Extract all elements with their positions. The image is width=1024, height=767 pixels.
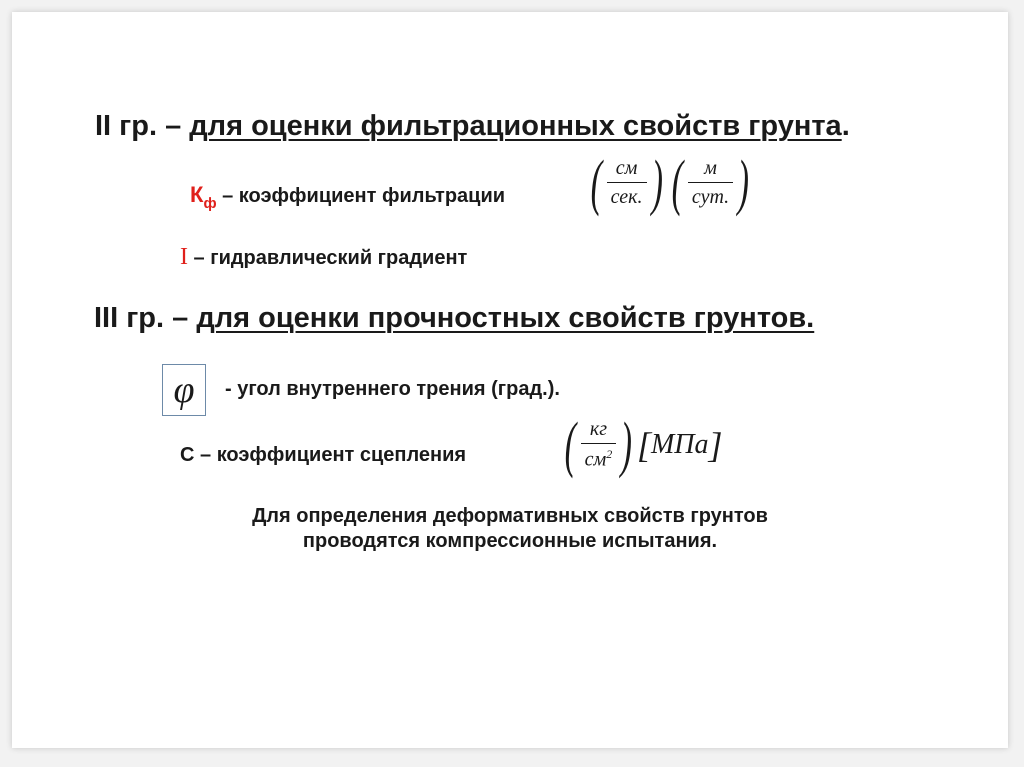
kf-subscript: ф [203,195,217,212]
unit-fraction-m-day [688,157,733,209]
phi-label: - угол внутреннего трения (град.). [225,378,560,400]
note-line-1: Для определения деформативных свойств грунтов [252,505,768,527]
group2-period: . [841,110,850,142]
phi-icon: φ [162,364,206,416]
kf-label: – коэффициент фильтрации [216,185,506,207]
kf-units [586,149,754,217]
fraction-denominator [581,443,617,472]
denominator-base: см [584,448,607,471]
slide [12,12,1008,748]
group3-title: для оценки прочностных свойств грунтов. [196,302,815,334]
fraction-numerator: см [615,157,638,179]
group2-title: для оценки фильтрационных свойств грунта [189,110,842,142]
gradient-symbol: I [180,244,188,270]
unit-fraction-kg-cm2 [581,418,617,472]
unit-mpa: МПа [650,429,709,460]
group2-prefix: II гр. – [95,110,190,142]
cohesion-symbol: С [180,444,195,466]
phi-formula-box [162,364,206,416]
bracket-open-icon: [ [636,425,651,465]
gradient-line [180,244,467,271]
paren-close-icon: ) [651,149,663,217]
unit-fraction-cm-sec [607,157,647,209]
paren-close-icon: ) [737,149,750,217]
paren-open-icon: ( [564,411,577,479]
group3-heading [94,302,814,335]
note-line-2: проводятся компрессионные испытания. [302,530,718,552]
kf-line [190,182,506,212]
cohesion-units [560,411,723,479]
group2-heading [95,110,850,143]
kf-symbol: К [190,182,204,207]
fraction-denominator: сут. [688,182,733,209]
cohesion-line [180,444,466,467]
group3-prefix: III гр. – [94,302,197,334]
compression-note [180,504,840,554]
paren-open-icon: ( [671,149,684,217]
fraction-denominator: сек. [607,182,647,209]
cohesion-label: – коэффициент сцепления [194,444,467,466]
denominator-exponent: 2 [606,447,613,462]
fraction-numerator: м [704,157,717,179]
bracket-close-icon: ] [708,425,723,465]
fraction-numerator: кг [589,418,608,441]
gradient-label: – гидравлический градиент [188,247,468,269]
paren-open-icon: ( [590,149,603,217]
paren-close-icon: ) [620,411,633,479]
